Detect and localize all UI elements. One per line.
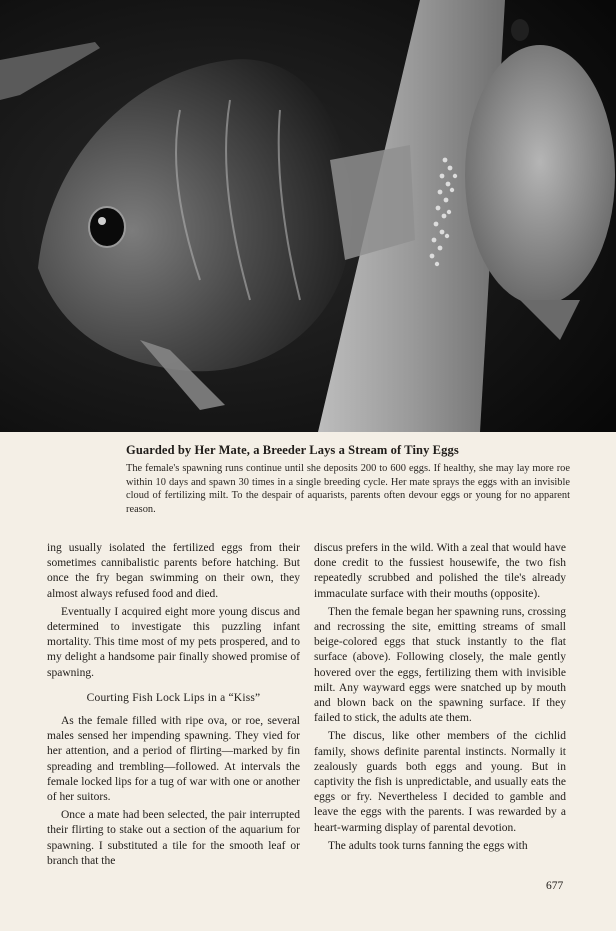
right-column — [314, 541, 566, 857]
female-discus — [465, 45, 615, 305]
left-paragraph-3: As the female filled with ripe ova, or roe, several males sensed her impending spawning. They vied for her attention, and a period of flirting—marked by fin spreading and trembling—followed. At intervals the female locked lips for a tug of war with one or another of her suitors. — [47, 715, 300, 804]
caption-body: The female's spawning runs continue until she deposits 200 to 600 eggs. If healthy, she may lay more roe within 10 days and spawn 30 times in a single breeding cycle. Her mate sprays the eggs with an invisible cloud of fertilizing milt. To the despair of aquarists, parents often devour eggs or young for no apparent reason. — [126, 463, 570, 515]
discus-photo-drawing — [0, 0, 616, 432]
right-paragraph-4: The adults took turns fanning the eggs with — [328, 839, 528, 852]
photo-caption — [126, 443, 570, 516]
discus-photo — [0, 0, 616, 432]
right-paragraph-3: The discus, like other members of the cichlid family, shows definite parental instincts. Normally it zealously guards both eggs and young. But in captivity the fish is unpredictable, and usually eats the eggs or fry. Nevertheless I decided to gamble and leave the eggs with the parents. I was rewarded by a heart-warming display of parental devotion. — [314, 730, 566, 834]
male-discus-eye-highlight — [98, 217, 106, 225]
page-number: 677 — [546, 880, 564, 892]
left-paragraph-1: ing usually isolated the fertilized eggs from their sometimes cannibalistic parents before hatching. But once the fry began swimming on their own, they almost always refused food and died. — [47, 542, 300, 600]
right-paragraph-2: Then the female began her spawning runs, crossing and recrossing the site, emitting streams of small beige-colored eggs that stuck instantly to the flat surface (above). Following closely, the male gently hovered over the eggs, fertilizing them with invisible milt. Any wayward eggs were snatched up by mouth and blown back on the spawning surface. If they failed to stick, the adults ate them. — [314, 605, 566, 725]
left-paragraph-2: Eventually I acquired eight more young discus and determined to investigate this puzzling infant mortality. This time most of my pets prospered, and to my delight a handsome pair finally showed promise of spawning. — [47, 605, 300, 679]
section-subhead: Courting Fish Lock Lips in a “Kiss” — [86, 691, 261, 704]
male-discus-eye — [89, 207, 125, 247]
right-paragraph-1: discus prefers in the wild. With a zeal that would have done credit to the fussiest housewife, the two fish repeatedly scrubbed and polished the tile's already immaculate surface with their mouths (opposite). — [314, 542, 566, 600]
female-discus-eye — [511, 19, 529, 41]
left-column — [47, 541, 300, 872]
caption-title: Guarded by Her Mate, a Breeder Lays a Stream of Tiny Eggs — [126, 443, 459, 457]
male-discus-tail — [330, 145, 415, 260]
left-paragraph-4: Once a mate had been selected, the pair interrupted their flirting to stake out a section of the aquarium for spawning. I substituted a tile for the smooth leaf or branch that the — [47, 809, 300, 867]
